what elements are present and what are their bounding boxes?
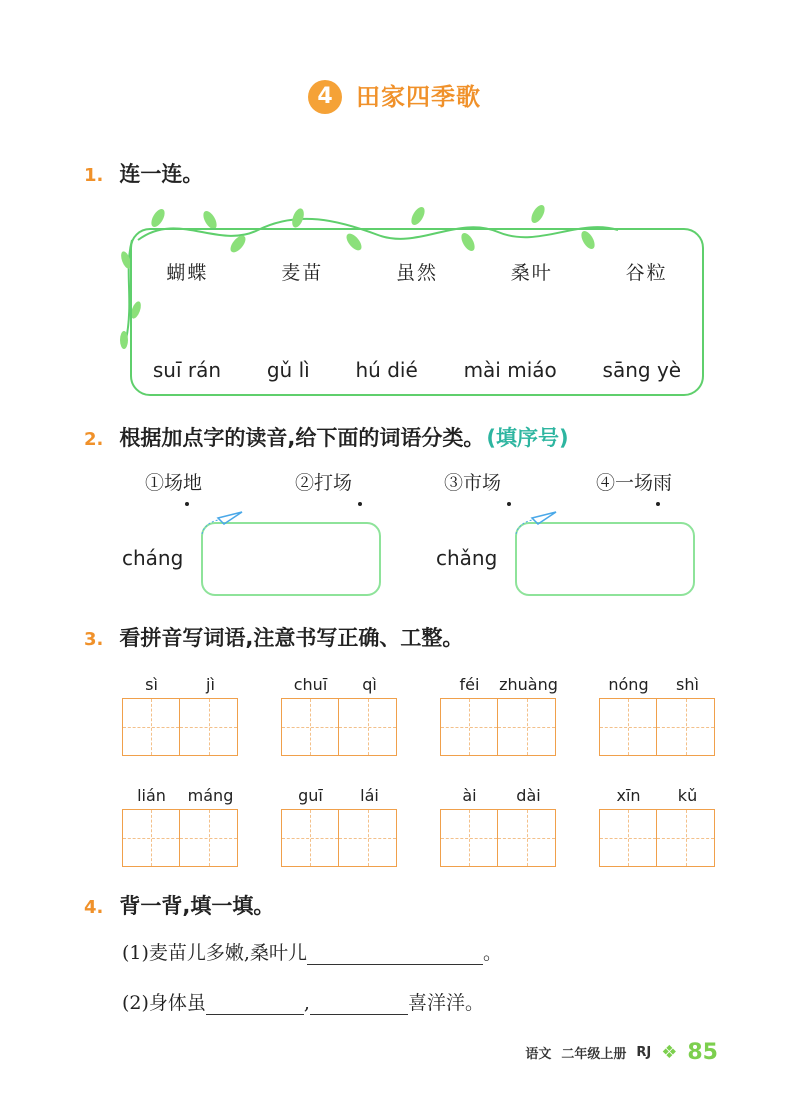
question-1-header <box>84 158 203 188</box>
question-3-header <box>84 622 463 652</box>
pinyin-label: sì jì <box>145 675 215 694</box>
hanzi-word[interactable]: 蝴蝶 <box>166 262 209 284</box>
writing-grid[interactable] <box>122 698 238 756</box>
footer-grade: 二年级上册 <box>561 1047 627 1062</box>
question-number: 3. <box>84 629 104 650</box>
category-label-chang3: chǎng <box>436 546 498 570</box>
blank-1[interactable] <box>307 944 483 965</box>
writing-grid[interactable] <box>599 698 715 756</box>
category-label-chang2: cháng <box>122 546 184 570</box>
question-text: 看拼音写词语,注意书写正确、工整。 <box>119 626 464 650</box>
blank-2[interactable] <box>206 994 304 1015</box>
question-text: 连一连。 <box>119 162 204 186</box>
writing-grid[interactable] <box>599 809 715 867</box>
pinyin-label: xīn kǔ <box>616 786 698 805</box>
blank-3[interactable] <box>310 994 408 1015</box>
pinyin-word[interactable]: hú dié <box>355 358 418 382</box>
question-4-header <box>84 890 274 920</box>
writing-grid[interactable] <box>440 809 556 867</box>
fill-line-1 <box>122 938 502 965</box>
fill-prefix: (1)麦苗儿多嫩,桑叶儿 <box>122 942 307 964</box>
option-4: ④一场雨 <box>596 472 673 494</box>
emphasis-dot <box>656 502 660 506</box>
fill-line-2 <box>122 988 484 1015</box>
pinyin-label: guī lái <box>298 786 379 805</box>
hanzi-word[interactable]: 谷粒 <box>625 262 668 284</box>
writing-grid[interactable] <box>281 809 397 867</box>
fill-prefix: (2)身体虽 <box>122 992 206 1014</box>
pinyin-label: lián máng <box>137 786 234 805</box>
paper-plane-icon <box>512 506 558 536</box>
pinyin-label: féi zhuàng <box>459 675 558 694</box>
question-text: 背一背,填一填。 <box>119 894 275 918</box>
option-2: ②打场 <box>295 472 353 494</box>
page-title: 田家四季歌 <box>356 83 481 111</box>
fill-suffix: 喜洋洋。 <box>407 992 484 1014</box>
page-footer <box>525 1040 718 1065</box>
pinyin-word[interactable]: mài miáo <box>463 358 557 382</box>
question-number: 2. <box>84 429 104 450</box>
hanzi-word-row <box>130 258 704 285</box>
option-3: ③市场 <box>444 472 502 494</box>
question-text: 根据加点字的读音,给下面的词语分类。 <box>119 426 485 450</box>
fill-suffix: 。 <box>482 942 502 964</box>
pinyin-word[interactable]: suī rán <box>152 358 222 382</box>
diamond-icon: ❖ <box>661 1042 678 1063</box>
pinyin-label: chuī qì <box>293 675 377 694</box>
writing-grid[interactable] <box>440 698 556 756</box>
option-1: ①场地 <box>145 472 203 494</box>
lesson-number-badge: 4 <box>308 80 342 114</box>
question-hint: (填序号) <box>486 426 569 450</box>
pinyin-word-row <box>130 358 704 382</box>
hanzi-word[interactable]: 桑叶 <box>510 262 553 284</box>
pinyin-word[interactable]: sāng yè <box>602 358 682 382</box>
emphasis-dot <box>185 502 189 506</box>
fill-mid: , <box>303 992 310 1014</box>
hanzi-word[interactable]: 麦苗 <box>281 262 324 284</box>
footer-edition: RJ <box>636 1045 652 1060</box>
writing-grid[interactable] <box>122 809 238 867</box>
footer-subject: 语文 <box>525 1047 552 1062</box>
emphasis-dot <box>507 502 511 506</box>
hanzi-word[interactable]: 虽然 <box>395 262 438 284</box>
question-number: 1. <box>84 165 104 186</box>
pinyin-label: ài dài <box>462 786 541 805</box>
paper-plane-icon <box>198 506 244 536</box>
page-number: 85 <box>687 1040 718 1065</box>
writing-grid[interactable] <box>281 698 397 756</box>
question-number: 4. <box>84 897 104 918</box>
question-2-header <box>84 422 569 452</box>
pinyin-word[interactable]: gǔ lì <box>266 358 310 382</box>
pinyin-label: nóng shì <box>608 675 699 694</box>
emphasis-dot <box>358 502 362 506</box>
